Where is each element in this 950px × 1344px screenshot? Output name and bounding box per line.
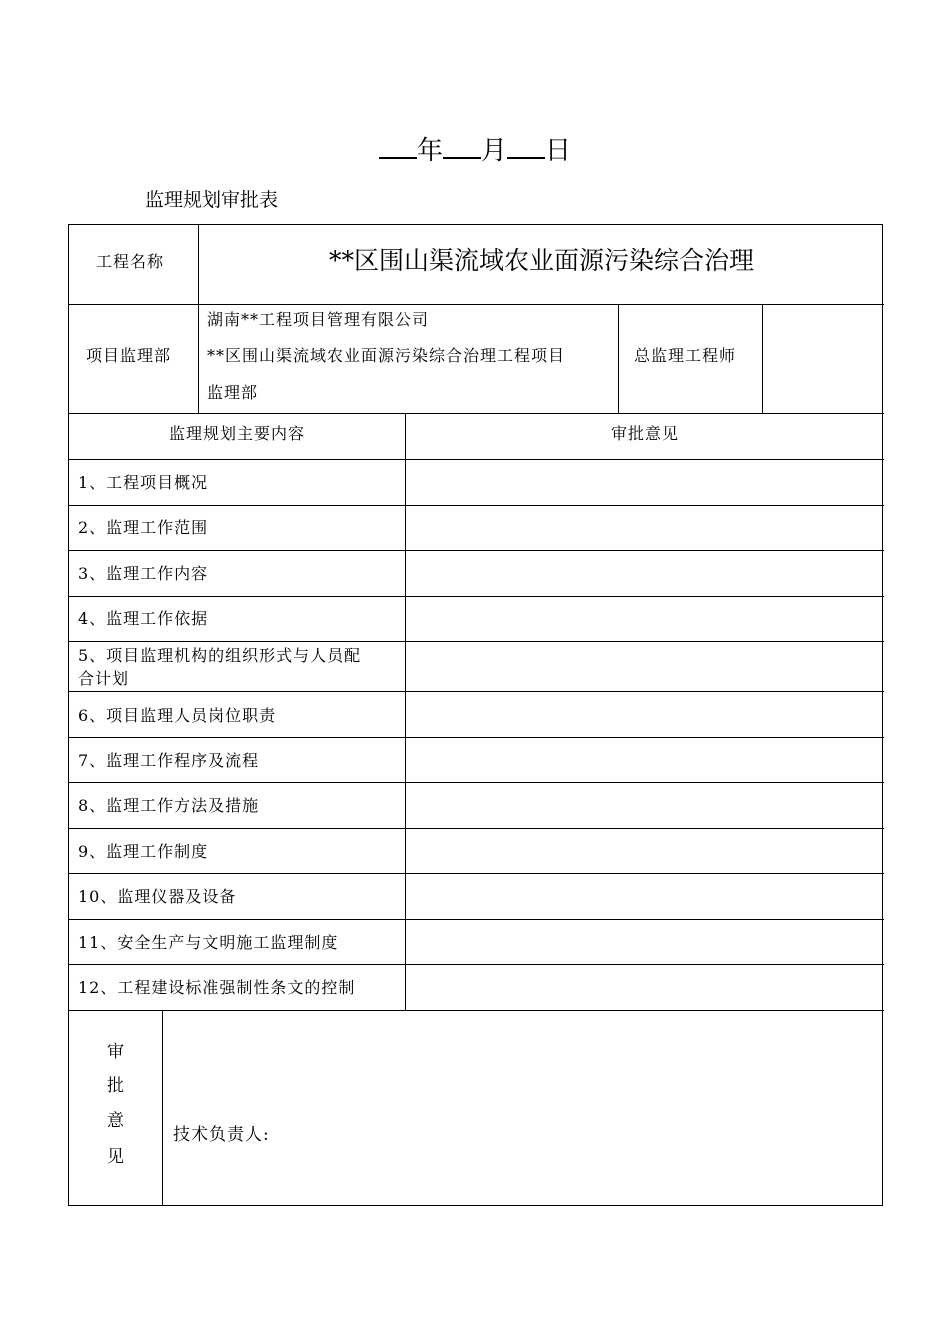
supervision-dept-line2: **区围山渠流域农业面源污染综合治理工程项目 bbox=[207, 346, 566, 365]
approval-label-char: 审 bbox=[107, 1042, 125, 1062]
opinion-field[interactable] bbox=[406, 828, 884, 873]
col-divider bbox=[762, 304, 763, 413]
opinion-field[interactable] bbox=[406, 691, 884, 737]
row-divider bbox=[69, 413, 884, 414]
approval-label-char: 见 bbox=[107, 1147, 125, 1167]
opinion-field[interactable] bbox=[406, 641, 884, 691]
approval-form-table bbox=[68, 224, 883, 1206]
year-blank[interactable] bbox=[379, 135, 417, 159]
approval-label-char: 批 bbox=[107, 1076, 125, 1096]
opinion-field[interactable] bbox=[406, 873, 884, 919]
list-item: 6、项目监理人员岗位职责 bbox=[78, 706, 277, 725]
chief-engineer-label: 总监理工程师 bbox=[634, 346, 737, 365]
technical-lead-label: 技术负责人: bbox=[173, 1125, 270, 1145]
list-item: 5、项目监理机构的组织形式与人员配 bbox=[78, 646, 362, 665]
list-item: 11、安全生产与文明施工监理制度 bbox=[78, 933, 339, 952]
day-label: 日 bbox=[545, 136, 572, 166]
opinion-field[interactable] bbox=[406, 505, 884, 550]
content-column-header: 监理规划主要内容 bbox=[168, 424, 305, 443]
project-name-label: 工程名称 bbox=[96, 252, 165, 271]
supervision-dept-line1: 湖南**工程项目管理有限公司 bbox=[207, 310, 430, 329]
form-title: 监理规划审批表 bbox=[145, 189, 279, 211]
opinion-field[interactable] bbox=[406, 919, 884, 964]
month-blank[interactable] bbox=[443, 135, 481, 159]
list-item: 2、监理工作范围 bbox=[78, 518, 209, 537]
opinion-field[interactable] bbox=[406, 964, 884, 1010]
list-item: 9、监理工作制度 bbox=[78, 842, 209, 861]
month-label: 月 bbox=[480, 136, 507, 166]
list-item: 1、工程项目概况 bbox=[78, 473, 209, 492]
opinion-field[interactable] bbox=[406, 596, 884, 641]
row-divider bbox=[69, 1010, 884, 1011]
technical-lead-signature-field[interactable] bbox=[299, 1105, 859, 1165]
opinion-field[interactable] bbox=[406, 459, 884, 505]
opinion-column-header: 审批意见 bbox=[610, 424, 679, 443]
project-name-value: **区围山渠流域农业面源污染综合治理 bbox=[328, 246, 754, 275]
list-item: 4、监理工作依据 bbox=[78, 609, 209, 628]
list-item: 合计划 bbox=[78, 669, 130, 688]
date-line bbox=[0, 134, 950, 168]
opinion-field[interactable] bbox=[406, 550, 884, 596]
list-item: 3、监理工作内容 bbox=[78, 564, 209, 583]
opinion-field[interactable] bbox=[406, 737, 884, 782]
approval-label-char: 意 bbox=[107, 1111, 125, 1131]
col-divider bbox=[618, 304, 619, 413]
col-divider bbox=[162, 1010, 163, 1206]
supervision-dept-line3: 监理部 bbox=[207, 383, 259, 402]
list-item: 12、工程建设标准强制性条文的控制 bbox=[78, 978, 356, 997]
list-item: 8、监理工作方法及措施 bbox=[78, 796, 260, 815]
day-blank[interactable] bbox=[507, 135, 545, 159]
opinion-field[interactable] bbox=[406, 782, 884, 828]
list-item: 7、监理工作程序及流程 bbox=[78, 751, 260, 770]
supervision-dept-label: 项目监理部 bbox=[86, 346, 172, 365]
list-item: 10、监理仪器及设备 bbox=[78, 887, 237, 906]
year-label: 年 bbox=[416, 136, 443, 166]
